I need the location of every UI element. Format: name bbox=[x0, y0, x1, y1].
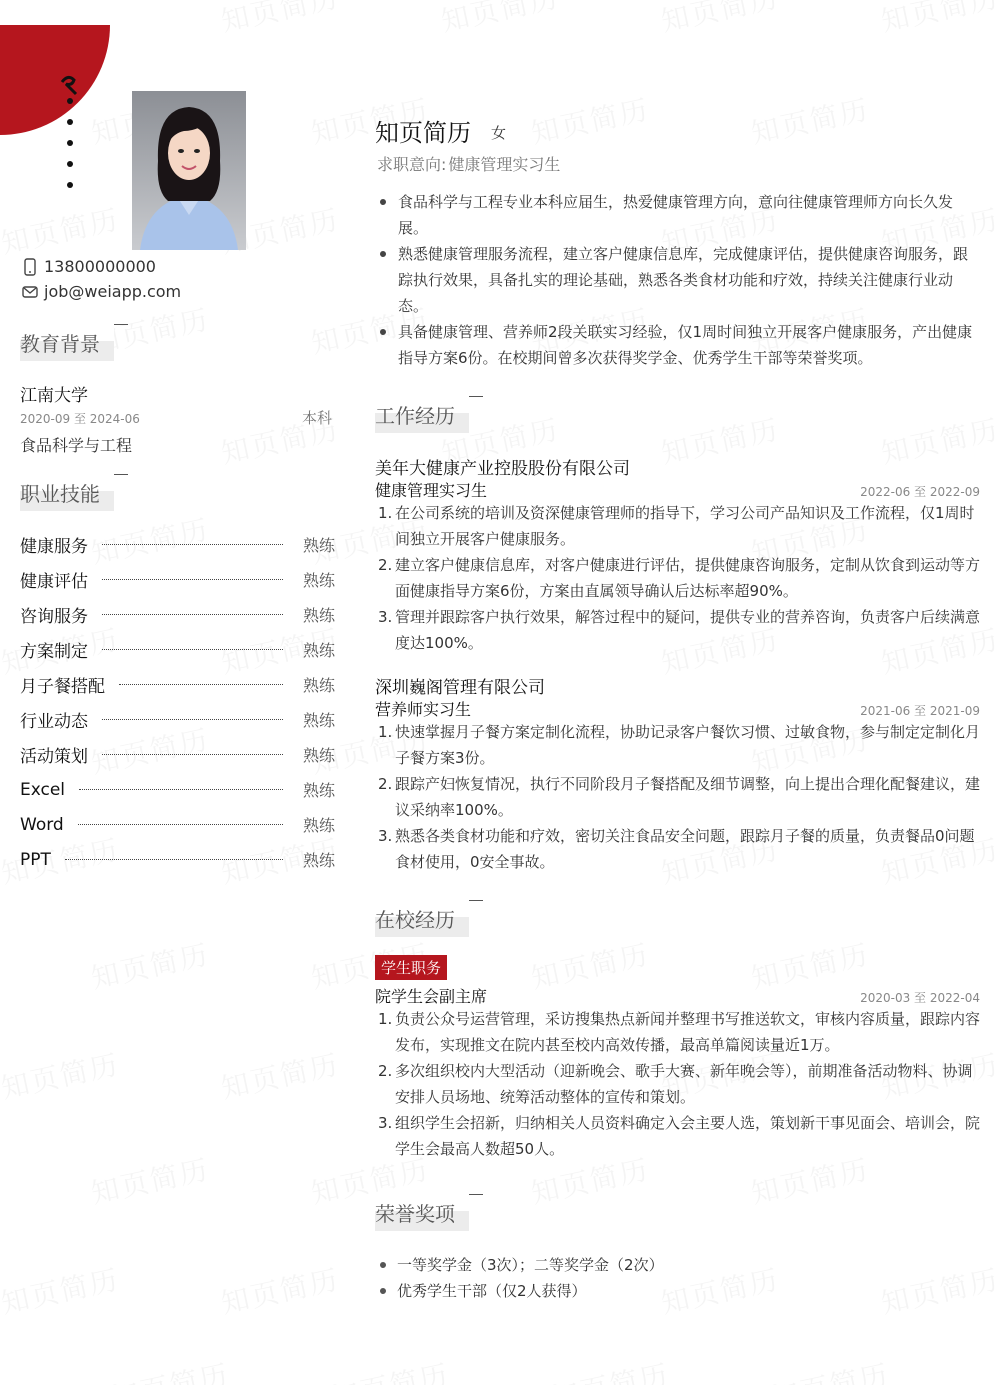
skill-level: 熟练 bbox=[302, 676, 335, 695]
skill-name: PPT bbox=[20, 849, 51, 870]
skill-name: 健康评估 bbox=[20, 572, 88, 592]
education-degree: 本科 bbox=[302, 409, 333, 427]
section-title-campus bbox=[375, 904, 469, 937]
watermark bbox=[0, 198, 123, 262]
watermark bbox=[217, 0, 343, 40]
section-title-text: 职业技能 bbox=[20, 482, 100, 506]
skill-row bbox=[20, 527, 335, 562]
duty-text: 快速掌握月子餐方案定制化流程，协助记录客户餐饮习惯、过敏食物，参与制定定制化月子餐方案3份。 bbox=[395, 723, 981, 767]
section-title-text: 荣誉奖项 bbox=[375, 1202, 455, 1226]
list-item: 2. 多次组织校内大型活动（迎新晚会、歌手大赛、新年晚会等），前期准备活动物料、协调安排人员场地、统筹活动整体的宣传和策划。 bbox=[378, 1062, 973, 1106]
watermark bbox=[217, 1043, 343, 1107]
skill-level: 熟练 bbox=[302, 816, 335, 835]
honors-list bbox=[375, 1252, 664, 1304]
skill-level: 熟练 bbox=[302, 606, 335, 625]
skill-row bbox=[20, 667, 335, 702]
job-role: 健康管理实习生 bbox=[375, 481, 488, 500]
watermark bbox=[0, 1043, 123, 1107]
job-duties bbox=[375, 719, 980, 875]
skills-list bbox=[20, 527, 335, 877]
campus-date: 2020-03 至 2022-04 bbox=[860, 991, 980, 1005]
summary-item: 食品科学与工程专业本科应届生，热爱健康管理方向，意向往健康管理师方向长久发展。 bbox=[375, 189, 980, 241]
list-item: 3. 管理并跟踪客户执行效果，解答过程中的疑问，提供专业的营养咨询，负责客户后续满意度达100%。 bbox=[378, 608, 981, 652]
job-role: 营养师实习生 bbox=[375, 700, 472, 719]
watermark bbox=[877, 1258, 1000, 1322]
watermark bbox=[217, 1258, 343, 1322]
skill-row bbox=[20, 842, 335, 877]
section-title-text: 在校经历 bbox=[375, 908, 455, 932]
job-intent bbox=[375, 152, 560, 175]
candidate-gender: 女 bbox=[491, 124, 507, 142]
skill-row bbox=[20, 737, 335, 772]
skill-row bbox=[20, 702, 335, 737]
watermark bbox=[527, 88, 653, 152]
section-title-text: 教育背景 bbox=[20, 332, 100, 356]
summary-item: 熟悉健康管理服务流程，建立客户健康信息库，完成健康评估，提供健康咨询服务，跟踪执行效果，具备扎实的理论基础，熟悉各类食材功能和疗效，持续关注健康行业动态。 bbox=[375, 241, 980, 319]
campus-duties bbox=[375, 1006, 980, 1162]
job-date: 2022-06 至 2022-09 bbox=[860, 485, 980, 499]
duty-text: 建立客户健康信息库，对客户健康进行评估，提供健康咨询服务，定制从饮食到运动等方面健康指导方案6份，方案由直属领导确认后达标率超90%。 bbox=[395, 556, 981, 600]
phone-number[interactable]: 13800000000 bbox=[44, 257, 156, 276]
corner-decoration bbox=[0, 0, 110, 135]
job-date: 2021-06 至 2021-09 bbox=[860, 704, 980, 718]
section-title-text: 工作经历 bbox=[375, 404, 455, 428]
skill-level: 熟练 bbox=[302, 851, 335, 870]
skill-row bbox=[20, 562, 335, 597]
duty-text: 跟踪产妇恢复情况，执行不同阶段月子餐搭配及细节调整，向上提出合理化配餐建议，建议采纳率100%。 bbox=[395, 775, 981, 819]
watermark bbox=[107, 1353, 233, 1385]
duty-text: 管理并跟踪客户执行效果，解答过程中的疑问，提供专业的营养咨询，负责客户后续满意度达100%。 bbox=[395, 608, 981, 652]
honor-item: 一等奖学金（3次）；二等奖学金（2次） bbox=[375, 1252, 664, 1278]
duty-text: 在公司系统的培训及资深健康管理师的指导下，学习公司产品知识及工作流程，仅1周时间独立开展客户健康服务。 bbox=[395, 504, 975, 548]
campus-entry bbox=[375, 955, 980, 1162]
skill-name: 方案制定 bbox=[20, 642, 88, 662]
summary-item: 具备健康管理、营养师2段关联实习经验，仅1周时间独立开展客户健康服务，产出健康指导方案6份。在校期间曾多次获得奖学金、优秀学生干部等荣誉奖项。 bbox=[375, 319, 980, 371]
duty-text: 负责公众号运营管理，采访搜集热点新闻并整理书写推送软文，审核内容质量，跟踪内容发布，实现推文在院内甚至校内高效传播，最高单篇阅读量近1万。 bbox=[395, 1010, 981, 1054]
campus-role: 院学生会副主席 bbox=[375, 987, 488, 1006]
watermark bbox=[547, 1353, 673, 1385]
skill-name: 咨询服务 bbox=[20, 607, 88, 627]
phone-icon bbox=[22, 258, 38, 276]
skill-name: 行业动态 bbox=[20, 712, 88, 732]
watermark bbox=[747, 88, 873, 152]
list-item: 1. 在公司系统的培训及资深健康管理师的指导下，学习公司产品知识及工作流程，仅1周时间独立开展客户健康服务。 bbox=[378, 504, 975, 548]
email-row bbox=[22, 282, 181, 301]
watermark bbox=[657, 1258, 783, 1322]
duty-text: 组织学生会招新，归纳相关人员资料确定入会主要人选，策划新干事见面会、培训会，院学生会最高人数超50人。 bbox=[395, 1114, 981, 1158]
duty-text: 多次组织校内大型活动（迎新晚会、歌手大赛、新年晚会等），前期准备活动物料、协调安排人员场地、统筹活动整体的宣传和策划。 bbox=[395, 1062, 973, 1106]
education-school: 江南大学 bbox=[20, 386, 88, 406]
position-tag: 学生职务 bbox=[375, 955, 447, 980]
list-item: 2. 建立客户健康信息库，对客户健康进行评估，提供健康咨询服务，定制从饮食到运动等方面健康指导方案6份，方案由直属领导确认后达标率超90%。 bbox=[378, 556, 981, 600]
list-item: 2. 跟踪产妇恢复情况，执行不同阶段月子餐搭配及细节调整，向上提出合理化配餐建议，建议采纳率100%。 bbox=[378, 775, 981, 819]
candidate-name: 知页简历 bbox=[375, 119, 471, 147]
decorative-dots bbox=[67, 98, 73, 203]
avatar bbox=[132, 91, 246, 250]
skill-level: 熟练 bbox=[302, 746, 335, 765]
list-item: 1. 负责公众号运营管理，采访搜集热点新闻并整理书写推送软文，审核内容质量，跟踪内容发布，实现推文在院内甚至校内高效传播，最高单篇阅读量近1万。 bbox=[378, 1010, 981, 1054]
job-intent-label: 求职意向: bbox=[377, 155, 447, 174]
list-item: 3. 熟悉各类食材功能和疗效，密切关注食品安全问题，跟踪月子餐的质量，负责餐品0问题食材使用，0安全事故。 bbox=[378, 827, 975, 871]
company-name: 深圳巍阁管理有限公司 bbox=[375, 678, 545, 698]
education-major: 食品科学与工程 bbox=[20, 436, 133, 455]
summary-list bbox=[375, 189, 980, 371]
watermark bbox=[657, 0, 783, 40]
list-item: 3. 组织学生会招新，归纳相关人员资料确定入会主要人选，策划新干事见面会、培训会，院学生会最高人数超50人。 bbox=[378, 1114, 981, 1158]
duty-text: 熟悉各类食材功能和疗效，密切关注食品安全问题，跟踪月子餐的质量，负责餐品0问题食材使用，0安全事故。 bbox=[395, 827, 975, 871]
skill-name: 活动策划 bbox=[20, 747, 88, 767]
skill-row bbox=[20, 632, 335, 667]
skill-name: 健康服务 bbox=[20, 537, 88, 557]
phone-row bbox=[22, 257, 156, 276]
mail-icon bbox=[22, 283, 38, 301]
job-intent-value: 健康管理实习生 bbox=[448, 155, 561, 174]
skill-level: 熟练 bbox=[302, 781, 335, 800]
corner-shape bbox=[0, 25, 110, 135]
watermark bbox=[87, 1148, 213, 1212]
job-duties bbox=[375, 500, 980, 656]
skill-name: Excel bbox=[20, 779, 66, 800]
skill-level: 熟练 bbox=[302, 711, 335, 730]
work-entry bbox=[375, 673, 980, 875]
education-date: 2020-09 至 2024-06 bbox=[20, 412, 140, 426]
skill-name: 月子餐搭配 bbox=[20, 677, 105, 697]
watermark bbox=[877, 0, 1000, 40]
email-address[interactable]: job@weiapp.com bbox=[44, 282, 182, 301]
skill-row bbox=[20, 597, 335, 632]
watermark bbox=[87, 933, 213, 997]
section-title-honors bbox=[375, 1198, 469, 1231]
skill-row bbox=[20, 772, 335, 807]
skill-name: Word bbox=[20, 814, 64, 835]
watermark bbox=[0, 1258, 123, 1322]
skill-level: 熟练 bbox=[302, 641, 335, 660]
section-title-skills bbox=[20, 478, 114, 511]
skill-level: 熟练 bbox=[302, 536, 335, 555]
section-title-work bbox=[375, 400, 469, 433]
list-item: 1. 快速掌握月子餐方案定制化流程，协助记录客户餐饮习惯、过敏食物，参与制定定制化月子餐方案3份。 bbox=[378, 723, 981, 767]
work-entry bbox=[375, 454, 980, 656]
watermark bbox=[437, 0, 563, 40]
honor-item: 优秀学生干部（仅2人获得） bbox=[375, 1278, 664, 1304]
watermark bbox=[767, 1353, 893, 1385]
watermark bbox=[327, 1353, 453, 1385]
section-title-education bbox=[20, 328, 114, 361]
company-name: 美年大健康产业控股股份有限公司 bbox=[375, 459, 630, 479]
skill-level: 熟练 bbox=[302, 571, 335, 590]
skill-row bbox=[20, 807, 335, 842]
